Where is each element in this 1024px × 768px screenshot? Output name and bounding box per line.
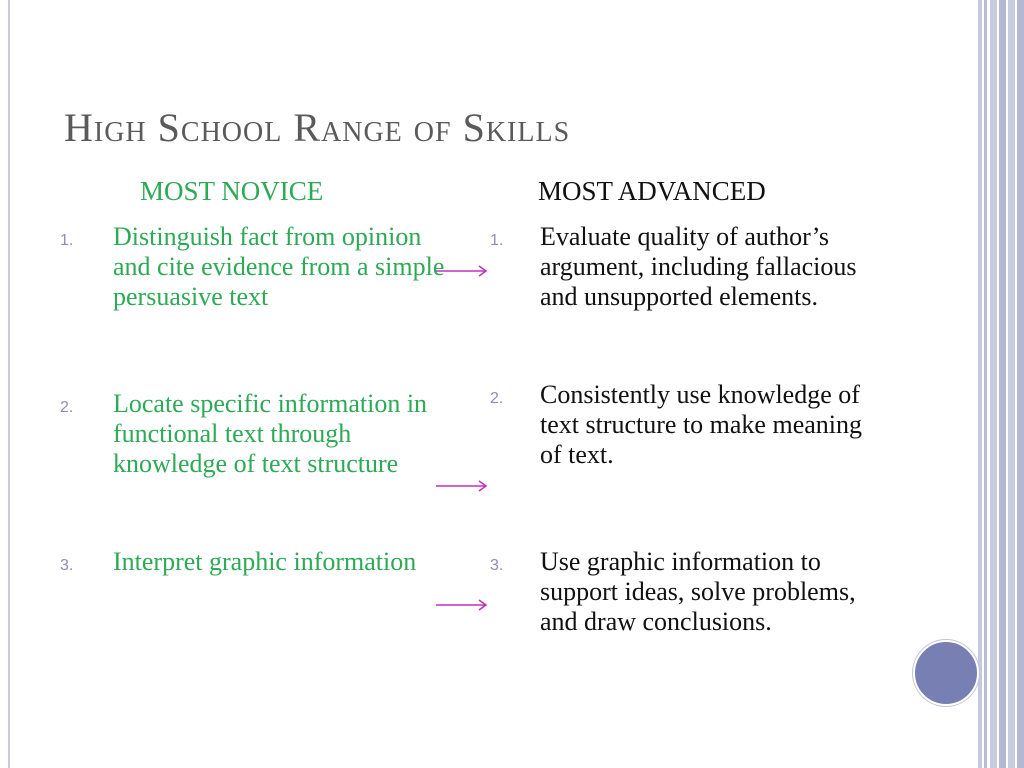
list-number: 3. [60, 557, 74, 574]
advanced-heading: MOST ADVANCED [538, 176, 766, 206]
novice-heading: MOST NOVICE [140, 176, 324, 206]
decorative-rail [990, 0, 997, 768]
decorative-rail [999, 0, 1006, 768]
decorative-rail [978, 0, 982, 768]
right-arrow-icon [436, 599, 488, 611]
novice-skill-text: Locate specific information in functional text through knowledge of text structure [113, 389, 428, 478]
list-number: 2. [490, 390, 504, 407]
decorative-rail [984, 0, 987, 768]
list-number: 3. [490, 557, 504, 574]
novice-skill-text: Distinguish fact from opinion and cite evidence from a simple persuasive text [113, 222, 445, 311]
decorative-rail [1008, 0, 1015, 768]
advanced-skill-text: Use graphic information to support ideas, solve problems, and draw conclusions. [540, 547, 856, 636]
decorative-rail [1017, 0, 1024, 768]
right-arrow-icon [436, 480, 488, 492]
decorative-circle [913, 640, 979, 706]
list-number: 2. [60, 399, 74, 416]
right-arrow-icon [436, 265, 488, 277]
list-number: 1. [60, 232, 74, 249]
advanced-skill-text: Consistently use knowledge of text structure to make meaning of text. [540, 380, 863, 469]
list-number: 1. [490, 232, 504, 249]
advanced-skill-text: Evaluate quality of author’s argument, including fallacious and unsupported elements. [540, 222, 857, 311]
slide-title: High School Range of Skills [64, 105, 571, 150]
novice-skill-text: Interpret graphic information [113, 547, 417, 576]
